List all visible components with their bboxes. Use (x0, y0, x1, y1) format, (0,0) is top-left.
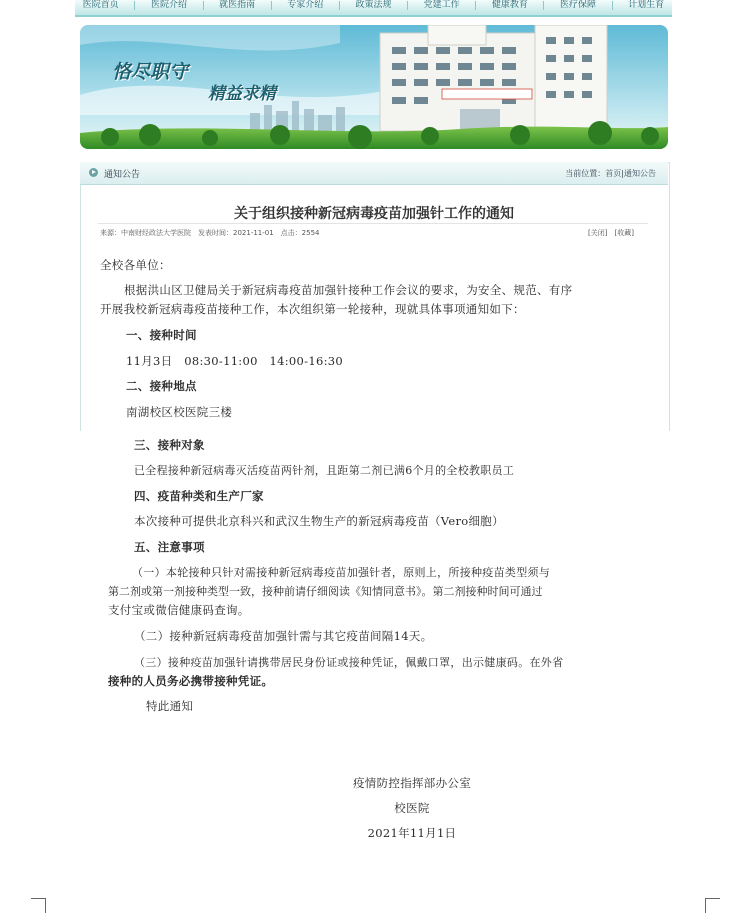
article-actions[interactable]: [关闭] [收藏] (588, 229, 634, 237)
signature-date: 2021年11月1日 (367, 826, 457, 840)
top-nav (75, 0, 672, 17)
closing-line: 特此通知 (146, 699, 194, 713)
panel-title: 通知公告 (104, 170, 141, 180)
banner-illustration (80, 25, 668, 149)
nav-item-guide[interactable]: 就医指南 (219, 0, 256, 10)
paragraph-line: 支付宝或微信健康码查询。 (108, 603, 250, 617)
nav-item-health[interactable]: 健康教育 (491, 0, 528, 10)
nav-separator (339, 1, 340, 10)
paragraph-line: 11月3日 08:30-11:00 14:00-16:30 (126, 354, 343, 368)
breadcrumb[interactable]: 当前位置：首页|通知公告 (565, 169, 656, 178)
paragraph-line: （一）本轮接种只针对需接种新冠病毒疫苗加强针者，原则上，所接种疫苗类型须与 (132, 566, 551, 579)
header-banner (80, 25, 668, 149)
nav-item-policy[interactable]: 政策法规 (355, 0, 392, 10)
paragraph-line: （三）接种疫苗加强针请携带居民身份证或接种凭证，佩戴口罩，出示健康码。在外省 (134, 656, 564, 669)
section-heading: 三、接种对象 (134, 438, 205, 452)
nav-separator (271, 1, 272, 10)
nav-item-family-planning[interactable]: 计划生育 (628, 0, 665, 10)
banner-slogan: 恪尽职守 (112, 61, 189, 83)
crop-mark (31, 898, 46, 913)
nav-separator (134, 1, 135, 10)
paragraph-line: 开展我校新冠病毒疫苗接种工作，本次组织第一轮接种，现就具体事项通知如下： (100, 302, 525, 316)
paragraph-line: 已全程接种新冠病毒灭活疫苗两针剂，且距第二剂已满6个月的全校教职员工 (134, 464, 515, 477)
section-heading: 二、接种地点 (126, 379, 197, 393)
title-divider (98, 223, 648, 224)
panel-header (80, 162, 668, 185)
article-title: 关于组织接种新冠病毒疫苗加强针工作的通知 (234, 206, 514, 222)
nav-separator (612, 1, 613, 10)
arrow-circle-icon (89, 168, 98, 177)
banner-slogan: 精益求精 (208, 84, 276, 104)
paragraph-line: 南湖校区校医院三楼 (126, 405, 233, 419)
signature-dept: 校医院 (394, 801, 430, 815)
paragraph-line: 本次接种可提供北京科兴和武汉生物生产的新冠病毒疫苗（Vero细胞） (134, 514, 504, 528)
article-meta: 来源：中南财经政法大学医院 发表时间：2021-11-01 点击：2554 (100, 229, 320, 237)
nav-separator (203, 1, 204, 10)
nav-item-insurance[interactable]: 医疗保障 (559, 0, 596, 10)
paragraph-line: 根据洪山区卫健局关于新冠病毒疫苗加强针接种工作会议的要求，为安全、规范、有序 (124, 283, 573, 297)
section-heading: 一、接种时间 (126, 328, 197, 342)
nav-item-home[interactable]: 医院首页 (82, 0, 119, 10)
nav-item-experts[interactable]: 专家介绍 (287, 0, 324, 10)
crop-mark (705, 898, 720, 913)
nav-item-party[interactable]: 党建工作 (423, 0, 460, 10)
section-heading: 五、注意事项 (134, 540, 205, 554)
paragraph-line: （二）接种新冠病毒疫苗加强针需与其它疫苗间隔14天。 (134, 629, 433, 643)
nav-item-intro[interactable]: 医院介绍 (150, 0, 187, 10)
nav-separator (543, 1, 544, 10)
paragraph-line: 接种的人员务必携带接种凭证。 (108, 674, 274, 688)
section-heading: 四、疫苗种类和生产厂家 (134, 489, 264, 503)
nav-separator (475, 1, 476, 10)
paragraph-line: 第二剂或第一剂接种类型一致，接种前请仔细阅读《知情同意书》。第二剂接种时间可通过 (108, 585, 543, 598)
signature-org: 疫情防控指挥部办公室 (353, 776, 471, 790)
nav-separator (407, 1, 408, 10)
salutation: 全校各单位： (100, 258, 171, 272)
